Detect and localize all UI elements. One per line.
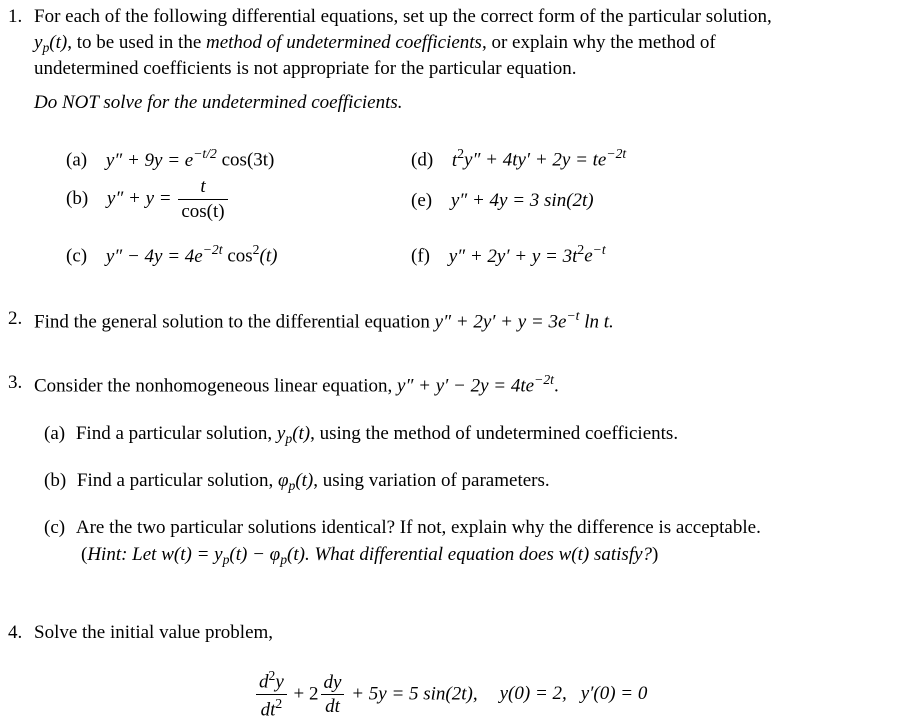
hint-mid: (t) − φ <box>229 544 281 565</box>
problem-3-equation: y″ + y′ − 2y = 4te <box>397 375 535 397</box>
item-label: (b) <box>66 187 89 209</box>
part-text-2: , using the method of undetermined coefficients. <box>310 423 679 444</box>
fraction-denominator: $dt^2$ <box>260 696 283 721</box>
hint-label: Hint <box>87 544 122 565</box>
problem-3a <box>44 423 678 447</box>
fraction-numerator: dy <box>321 672 345 696</box>
part-symbol: y <box>276 423 286 444</box>
problem-2-tail: ln t. <box>579 311 614 333</box>
problem-4-number: 4. <box>8 622 23 643</box>
item-equation-rhs: (t) <box>259 245 278 267</box>
item-1f <box>411 242 606 268</box>
item-equation-lhs: y″ + 2y′ + y = 3t <box>448 245 578 267</box>
part-label: (b) <box>44 470 67 491</box>
second-derivative-fraction <box>256 668 287 722</box>
problem-2-lead: Find the general solution to the differential equation <box>34 311 435 333</box>
item-equation-mid: cos <box>222 245 253 267</box>
part-arg: (t) <box>295 470 314 491</box>
item-equation-mid: e <box>584 245 593 267</box>
problem-3-text <box>34 372 559 398</box>
item-fraction <box>178 176 227 223</box>
problem-3-tail: . <box>553 375 559 397</box>
item-exponent: −2t <box>202 242 223 257</box>
hint-open: ( <box>81 544 88 565</box>
hint-close: ) <box>652 544 659 565</box>
hint-text: : Let w(t) = y <box>121 544 223 565</box>
line2-part-b: , or explain why the method of <box>481 32 716 53</box>
line2-emphasis: method of undetermined coefficients <box>206 32 482 53</box>
yp-subscript: p <box>42 39 50 55</box>
item-label: (e) <box>411 190 433 211</box>
item-exponent: −t/2 <box>193 146 217 161</box>
item-exponent-2: −t <box>592 242 606 257</box>
problem-4-text: Solve the initial value problem, <box>34 622 274 643</box>
item-equation-lhs: y″ + 4ty′ + 2y = te <box>464 149 607 171</box>
item-label: (d) <box>411 149 434 171</box>
coefficient-2: + 2 <box>288 683 319 705</box>
item-equation: y″ + 4y = 3 sin(2t) <box>450 190 594 211</box>
item-1a <box>66 146 274 172</box>
yp-arg: (t) <box>49 32 68 53</box>
item-equation-lhs: y″ − 4y = 4e <box>105 245 203 267</box>
problem-1-note: Do NOT solve for the undetermined coefficients. <box>34 92 403 113</box>
item-exponent-2: 2 <box>252 242 260 257</box>
first-derivative-fraction <box>321 672 345 719</box>
problem-2-number: 2. <box>8 308 23 329</box>
item-1c <box>66 242 277 268</box>
fraction-denominator: cos(t) <box>181 200 225 222</box>
problem-2-exponent: −t <box>566 308 580 323</box>
part-text-1: Find a particular solution, <box>75 423 277 444</box>
problem-3-lead: Consider the nonhomogeneous linear equation, <box>34 375 398 397</box>
problem-3b <box>44 470 550 494</box>
line2-part-a: , to be used in the <box>67 32 206 53</box>
hint-sub-1: p <box>222 551 230 567</box>
problem-1-text-line1: For each of the following differential equations, set up the correct form of the particular solution, <box>34 6 772 27</box>
problem-4-equation <box>254 668 647 722</box>
item-equation-lhs: y″ + y = <box>106 187 177 209</box>
problem-1-number: 1. <box>8 6 23 27</box>
item-1b <box>66 176 230 223</box>
equation-rest: + 5y = 5 sin(2t), <box>346 683 478 705</box>
item-1e <box>411 190 594 213</box>
fraction-numerator: t <box>178 176 227 200</box>
item-exponent: −2t <box>606 146 627 161</box>
problem-3-number: 3. <box>8 372 23 393</box>
problem-1-text-line3: undetermined coefficients is not appropriate for the particular equation. <box>34 58 577 79</box>
problem-2-equation: y″ + 2y′ + y = 3e <box>434 311 567 333</box>
item-equation-pre: t <box>451 149 458 171</box>
fraction-denominator: dt <box>325 696 340 718</box>
fraction-numerator: $d^2y$ <box>256 668 287 695</box>
item-exponent: 2 <box>577 242 585 257</box>
part-symbol: φ <box>277 470 289 491</box>
part-arg: (t) <box>292 423 311 444</box>
item-label: (f) <box>411 245 430 267</box>
problem-1-text-line2 <box>34 32 716 56</box>
initial-condition-1: y(0) = 2, <box>499 683 567 705</box>
part-label: (c) <box>44 517 66 538</box>
hint-sub-2: p <box>280 551 288 567</box>
part-label: (a) <box>44 423 66 444</box>
part-subscript: p <box>288 477 296 493</box>
item-pre-exponent: 2 <box>457 146 465 161</box>
item-equation-rhs: cos(3t) <box>216 149 275 171</box>
yp-symbol: y <box>34 32 43 53</box>
part-subscript: p <box>285 430 293 446</box>
item-equation-lhs: y″ + 9y = e <box>105 149 194 171</box>
problem-3-exponent: −2t <box>534 372 554 387</box>
item-label: (c) <box>66 245 88 267</box>
item-label: (a) <box>66 149 88 171</box>
item-1d <box>411 146 626 172</box>
hint-end: (t). What differential equation does w(t) satisfy? <box>287 544 653 565</box>
part-text-1: Find a particular solution, <box>76 470 278 491</box>
problem-3c-line1 <box>44 517 761 540</box>
part-text: Are the two particular solutions identical? If not, explain why the difference is acceptable. <box>75 517 761 538</box>
problem-3c-hint <box>81 544 658 568</box>
initial-condition-2: y′(0) = 0 <box>580 683 648 705</box>
problem-2-text <box>34 308 614 334</box>
part-text-2: , using variation of parameters. <box>313 470 550 491</box>
